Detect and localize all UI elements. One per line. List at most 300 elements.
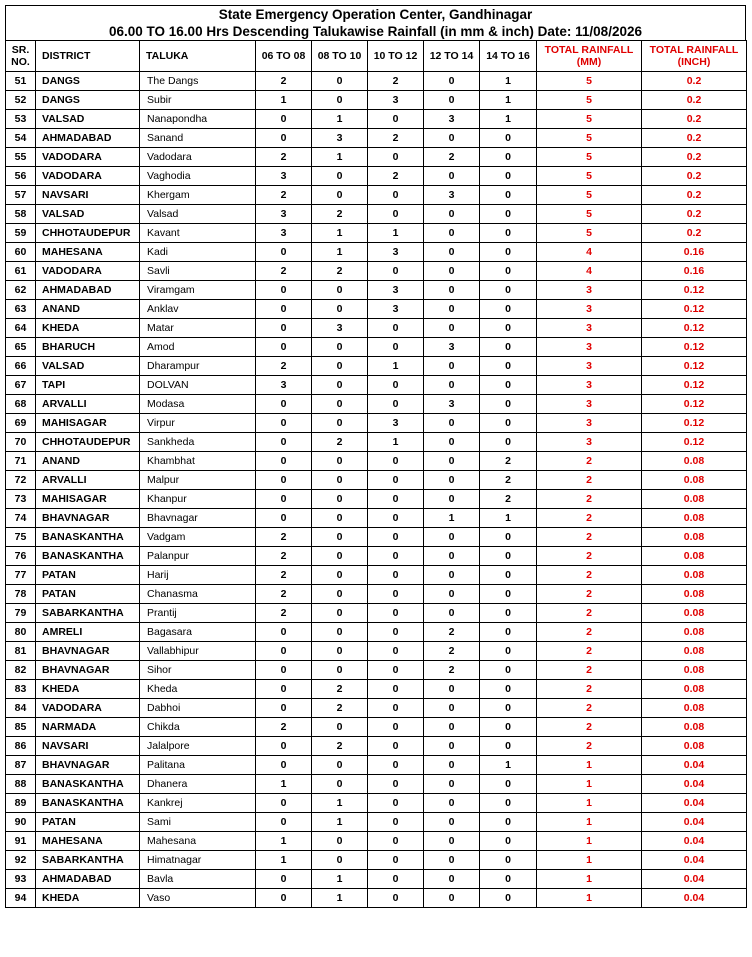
taluka-cell: Matar <box>140 319 256 338</box>
sr-no-cell: 88 <box>6 775 36 794</box>
rain-06-08-cell: 0 <box>256 452 312 471</box>
total-inch-cell: 0.2 <box>642 205 747 224</box>
taluka-cell: Vaghodia <box>140 167 256 186</box>
sr-no-cell: 86 <box>6 737 36 756</box>
district-cell: MAHISAGAR <box>36 414 140 433</box>
rain-10-12-cell: 2 <box>368 129 424 148</box>
rain-06-08-cell: 2 <box>256 357 312 376</box>
rain-12-14-cell: 0 <box>424 357 480 376</box>
total-mm-cell: 3 <box>537 433 642 452</box>
rain-12-14-cell: 3 <box>424 110 480 129</box>
rain-08-10-cell: 1 <box>312 870 368 889</box>
rain-08-10-cell: 0 <box>312 642 368 661</box>
rain-08-10-cell: 1 <box>312 224 368 243</box>
taluka-cell: Sihor <box>140 661 256 680</box>
rain-06-08-cell: 2 <box>256 528 312 547</box>
rain-12-14-cell: 0 <box>424 851 480 870</box>
rain-08-10-cell: 2 <box>312 433 368 452</box>
sr-no-cell: 74 <box>6 509 36 528</box>
rain-10-12-cell: 0 <box>368 851 424 870</box>
table-row <box>6 832 747 851</box>
taluka-cell: Sankheda <box>140 433 256 452</box>
rain-06-08-cell: 3 <box>256 167 312 186</box>
district-cell: NAVSARI <box>36 186 140 205</box>
district-cell: BHARUCH <box>36 338 140 357</box>
rain-12-14-cell: 0 <box>424 794 480 813</box>
rain-14-16-cell: 2 <box>480 490 537 509</box>
total-mm-cell: 2 <box>537 604 642 623</box>
rain-08-10-cell: 0 <box>312 851 368 870</box>
district-cell: NAVSARI <box>36 737 140 756</box>
total-inch-cell: 0.08 <box>642 452 747 471</box>
rain-10-12-cell: 0 <box>368 889 424 908</box>
rain-10-12-cell: 0 <box>368 319 424 338</box>
table-row <box>6 604 747 623</box>
rain-14-16-cell: 1 <box>480 110 537 129</box>
table-row <box>6 889 747 908</box>
rain-08-10-cell: 2 <box>312 262 368 281</box>
sr-no-cell: 52 <box>6 91 36 110</box>
district-cell: CHHOTAUDEPUR <box>36 433 140 452</box>
rain-06-08-cell: 1 <box>256 91 312 110</box>
rain-14-16-cell: 0 <box>480 775 537 794</box>
sr-no-cell: 87 <box>6 756 36 775</box>
total-inch-cell: 0.08 <box>642 623 747 642</box>
table-row <box>6 338 747 357</box>
total-inch-cell: 0.08 <box>642 490 747 509</box>
rain-12-14-cell: 0 <box>424 167 480 186</box>
rain-06-08-cell: 0 <box>256 338 312 357</box>
sr-no-cell: 70 <box>6 433 36 452</box>
table-row <box>6 585 747 604</box>
rain-08-10-cell: 0 <box>312 623 368 642</box>
table-row <box>6 528 747 547</box>
sr-no-cell: 72 <box>6 471 36 490</box>
district-cell: VALSAD <box>36 205 140 224</box>
sr-no-cell: 69 <box>6 414 36 433</box>
rain-10-12-cell: 0 <box>368 566 424 585</box>
table-row <box>6 376 747 395</box>
taluka-cell: Jalalpore <box>140 737 256 756</box>
rain-10-12-cell: 0 <box>368 110 424 129</box>
rain-12-14-cell: 2 <box>424 623 480 642</box>
total-mm-cell: 3 <box>537 281 642 300</box>
rain-06-08-cell: 0 <box>256 433 312 452</box>
rain-14-16-cell: 2 <box>480 471 537 490</box>
sr-no-cell: 65 <box>6 338 36 357</box>
rain-14-16-cell: 0 <box>480 604 537 623</box>
rain-06-08-cell: 0 <box>256 813 312 832</box>
rain-10-12-cell: 0 <box>368 794 424 813</box>
header-row <box>6 41 747 72</box>
rain-14-16-cell: 1 <box>480 756 537 775</box>
rain-14-16-cell: 0 <box>480 167 537 186</box>
rain-10-12-cell: 0 <box>368 718 424 737</box>
rain-10-12-cell: 3 <box>368 243 424 262</box>
total-inch-cell: 0.08 <box>642 585 747 604</box>
rain-10-12-cell: 0 <box>368 775 424 794</box>
table-row <box>6 243 747 262</box>
rain-12-14-cell: 0 <box>424 775 480 794</box>
taluka-cell: The Dangs <box>140 72 256 91</box>
rain-10-12-cell: 1 <box>368 224 424 243</box>
rain-14-16-cell: 0 <box>480 338 537 357</box>
taluka-cell: Vadodara <box>140 148 256 167</box>
rain-12-14-cell: 0 <box>424 680 480 699</box>
district-cell: ANAND <box>36 452 140 471</box>
rain-06-08-cell: 2 <box>256 262 312 281</box>
header-14-to-16: 14 TO 16 <box>480 41 537 72</box>
rain-12-14-cell: 0 <box>424 414 480 433</box>
taluka-cell: Vallabhipur <box>140 642 256 661</box>
total-inch-cell: 0.12 <box>642 433 747 452</box>
total-inch-cell: 0.08 <box>642 604 747 623</box>
rain-06-08-cell: 0 <box>256 509 312 528</box>
rain-06-08-cell: 2 <box>256 547 312 566</box>
district-cell: PATAN <box>36 813 140 832</box>
rain-12-14-cell: 0 <box>424 604 480 623</box>
rain-12-14-cell: 0 <box>424 471 480 490</box>
rain-08-10-cell: 0 <box>312 490 368 509</box>
rain-12-14-cell: 0 <box>424 224 480 243</box>
rain-12-14-cell: 3 <box>424 338 480 357</box>
rain-06-08-cell: 2 <box>256 148 312 167</box>
sr-no-cell: 53 <box>6 110 36 129</box>
taluka-cell: Nanapondha <box>140 110 256 129</box>
rain-08-10-cell: 0 <box>312 471 368 490</box>
rain-08-10-cell: 0 <box>312 186 368 205</box>
header-taluka: TALUKA <box>140 41 256 72</box>
district-cell: MAHISAGAR <box>36 490 140 509</box>
total-inch-cell: 0.04 <box>642 813 747 832</box>
district-cell: BANASKANTHA <box>36 528 140 547</box>
total-mm-cell: 1 <box>537 832 642 851</box>
district-cell: AHMADABAD <box>36 129 140 148</box>
rain-08-10-cell: 0 <box>312 91 368 110</box>
rain-12-14-cell: 0 <box>424 585 480 604</box>
total-mm-cell: 5 <box>537 110 642 129</box>
taluka-cell: Khergam <box>140 186 256 205</box>
total-mm-cell: 5 <box>537 91 642 110</box>
total-inch-cell: 0.2 <box>642 224 747 243</box>
total-inch-cell: 0.08 <box>642 680 747 699</box>
total-inch-cell: 0.12 <box>642 338 747 357</box>
sr-no-cell: 61 <box>6 262 36 281</box>
rain-08-10-cell: 2 <box>312 205 368 224</box>
total-mm-cell: 3 <box>537 414 642 433</box>
rain-12-14-cell: 0 <box>424 205 480 224</box>
rain-14-16-cell: 0 <box>480 148 537 167</box>
table-row <box>6 680 747 699</box>
rain-14-16-cell: 0 <box>480 813 537 832</box>
rain-10-12-cell: 0 <box>368 528 424 547</box>
sr-no-cell: 79 <box>6 604 36 623</box>
rain-10-12-cell: 0 <box>368 699 424 718</box>
rain-14-16-cell: 0 <box>480 699 537 718</box>
table-row <box>6 490 747 509</box>
rain-14-16-cell: 1 <box>480 72 537 91</box>
rain-10-12-cell: 0 <box>368 376 424 395</box>
rain-06-08-cell: 2 <box>256 585 312 604</box>
table-row <box>6 718 747 737</box>
total-inch-cell: 0.2 <box>642 167 747 186</box>
rain-06-08-cell: 1 <box>256 832 312 851</box>
rain-06-08-cell: 0 <box>256 414 312 433</box>
total-mm-cell: 4 <box>537 262 642 281</box>
total-mm-cell: 5 <box>537 224 642 243</box>
sr-no-cell: 55 <box>6 148 36 167</box>
table-row <box>6 661 747 680</box>
rain-08-10-cell: 0 <box>312 72 368 91</box>
rain-10-12-cell: 0 <box>368 262 424 281</box>
rain-10-12-cell: 0 <box>368 490 424 509</box>
rain-12-14-cell: 0 <box>424 452 480 471</box>
total-mm-cell: 2 <box>537 623 642 642</box>
taluka-cell: Chanasma <box>140 585 256 604</box>
sr-no-cell: 85 <box>6 718 36 737</box>
rain-08-10-cell: 0 <box>312 357 368 376</box>
total-inch-cell: 0.12 <box>642 319 747 338</box>
rain-12-14-cell: 0 <box>424 433 480 452</box>
rain-06-08-cell: 1 <box>256 775 312 794</box>
table-row <box>6 623 747 642</box>
rain-10-12-cell: 0 <box>368 547 424 566</box>
rain-10-12-cell: 0 <box>368 642 424 661</box>
district-cell: ARVALLI <box>36 471 140 490</box>
rain-12-14-cell: 0 <box>424 813 480 832</box>
rain-12-14-cell: 0 <box>424 737 480 756</box>
total-inch-cell: 0.04 <box>642 851 747 870</box>
total-inch-cell: 0.2 <box>642 72 747 91</box>
rain-12-14-cell: 3 <box>424 186 480 205</box>
table-body <box>6 72 747 908</box>
rain-14-16-cell: 0 <box>480 433 537 452</box>
taluka-cell: Kavant <box>140 224 256 243</box>
taluka-cell: Virpur <box>140 414 256 433</box>
taluka-cell: Malpur <box>140 471 256 490</box>
rain-06-08-cell: 0 <box>256 319 312 338</box>
table-row <box>6 775 747 794</box>
rain-12-14-cell: 0 <box>424 490 480 509</box>
rain-08-10-cell: 0 <box>312 281 368 300</box>
total-inch-cell: 0.08 <box>642 699 747 718</box>
total-mm-cell: 2 <box>537 490 642 509</box>
taluka-cell: Palanpur <box>140 547 256 566</box>
table-row <box>6 851 747 870</box>
rain-08-10-cell: 0 <box>312 452 368 471</box>
sr-no-cell: 67 <box>6 376 36 395</box>
rain-08-10-cell: 0 <box>312 376 368 395</box>
table-row <box>6 129 747 148</box>
district-cell: SABARKANTHA <box>36 604 140 623</box>
total-mm-cell: 3 <box>537 338 642 357</box>
total-mm-cell: 1 <box>537 889 642 908</box>
sr-no-cell: 77 <box>6 566 36 585</box>
taluka-cell: Sanand <box>140 129 256 148</box>
sr-no-cell: 75 <box>6 528 36 547</box>
rain-06-08-cell: 3 <box>256 224 312 243</box>
rain-08-10-cell: 0 <box>312 585 368 604</box>
header-12-to-14: 12 TO 14 <box>424 41 480 72</box>
rain-06-08-cell: 0 <box>256 680 312 699</box>
rain-14-16-cell: 0 <box>480 205 537 224</box>
sr-no-cell: 51 <box>6 72 36 91</box>
rain-10-12-cell: 0 <box>368 509 424 528</box>
table-row <box>6 452 747 471</box>
rain-10-12-cell: 2 <box>368 167 424 186</box>
rain-14-16-cell: 0 <box>480 528 537 547</box>
header-sr-no: SR. NO. <box>6 41 36 72</box>
rain-12-14-cell: 0 <box>424 319 480 338</box>
taluka-cell: Kadi <box>140 243 256 262</box>
sr-no-cell: 90 <box>6 813 36 832</box>
rain-14-16-cell: 0 <box>480 224 537 243</box>
table-row <box>6 186 747 205</box>
total-mm-cell: 3 <box>537 357 642 376</box>
taluka-cell: Sami <box>140 813 256 832</box>
rain-06-08-cell: 2 <box>256 718 312 737</box>
table-row <box>6 471 747 490</box>
rain-10-12-cell: 0 <box>368 623 424 642</box>
table-row <box>6 91 747 110</box>
taluka-cell: Khambhat <box>140 452 256 471</box>
table-row <box>6 110 747 129</box>
rain-14-16-cell: 0 <box>480 851 537 870</box>
total-inch-cell: 0.08 <box>642 528 747 547</box>
district-cell: AHMADABAD <box>36 281 140 300</box>
district-cell: KHEDA <box>36 680 140 699</box>
sr-no-cell: 82 <box>6 661 36 680</box>
rain-12-14-cell: 0 <box>424 72 480 91</box>
district-cell: KHEDA <box>36 319 140 338</box>
rain-14-16-cell: 0 <box>480 414 537 433</box>
total-mm-cell: 2 <box>537 680 642 699</box>
rain-08-10-cell: 1 <box>312 794 368 813</box>
rain-06-08-cell: 2 <box>256 566 312 585</box>
rain-14-16-cell: 0 <box>480 319 537 338</box>
rain-14-16-cell: 0 <box>480 243 537 262</box>
district-cell: PATAN <box>36 585 140 604</box>
rain-14-16-cell: 0 <box>480 186 537 205</box>
taluka-cell: Palitana <box>140 756 256 775</box>
rain-08-10-cell: 0 <box>312 509 368 528</box>
rain-10-12-cell: 0 <box>368 186 424 205</box>
table-row <box>6 205 747 224</box>
total-inch-cell: 0.16 <box>642 243 747 262</box>
taluka-cell: Modasa <box>140 395 256 414</box>
total-mm-cell: 2 <box>537 585 642 604</box>
rain-12-14-cell: 0 <box>424 243 480 262</box>
rain-06-08-cell: 0 <box>256 110 312 129</box>
rain-12-14-cell: 2 <box>424 642 480 661</box>
district-cell: PATAN <box>36 566 140 585</box>
rain-10-12-cell: 0 <box>368 813 424 832</box>
taluka-cell: Harij <box>140 566 256 585</box>
taluka-cell: Himatnagar <box>140 851 256 870</box>
rain-08-10-cell: 0 <box>312 547 368 566</box>
total-mm-cell: 1 <box>537 870 642 889</box>
sr-no-cell: 66 <box>6 357 36 376</box>
taluka-cell: Subir <box>140 91 256 110</box>
rain-06-08-cell: 0 <box>256 490 312 509</box>
rain-14-16-cell: 0 <box>480 585 537 604</box>
rain-10-12-cell: 0 <box>368 338 424 357</box>
rain-14-16-cell: 0 <box>480 357 537 376</box>
table-row <box>6 566 747 585</box>
taluka-cell: Kheda <box>140 680 256 699</box>
table-row <box>6 300 747 319</box>
total-inch-cell: 0.08 <box>642 642 747 661</box>
rain-08-10-cell: 0 <box>312 832 368 851</box>
rain-14-16-cell: 0 <box>480 300 537 319</box>
district-cell: BHAVNAGAR <box>36 756 140 775</box>
rain-06-08-cell: 0 <box>256 661 312 680</box>
rain-10-12-cell: 0 <box>368 452 424 471</box>
district-cell: VADODARA <box>36 148 140 167</box>
rain-06-08-cell: 0 <box>256 281 312 300</box>
taluka-cell: Anklav <box>140 300 256 319</box>
rain-06-08-cell: 0 <box>256 300 312 319</box>
table-row <box>6 870 747 889</box>
total-mm-cell: 1 <box>537 756 642 775</box>
district-cell: KHEDA <box>36 889 140 908</box>
sr-no-cell: 81 <box>6 642 36 661</box>
total-mm-cell: 2 <box>537 718 642 737</box>
taluka-cell: Mahesana <box>140 832 256 851</box>
taluka-cell: Savli <box>140 262 256 281</box>
rain-06-08-cell: 0 <box>256 699 312 718</box>
taluka-cell: Chikda <box>140 718 256 737</box>
rain-08-10-cell: 1 <box>312 148 368 167</box>
total-inch-cell: 0.08 <box>642 547 747 566</box>
taluka-cell: Dabhoi <box>140 699 256 718</box>
district-cell: DANGS <box>36 91 140 110</box>
total-mm-cell: 2 <box>537 547 642 566</box>
total-inch-cell: 0.08 <box>642 661 747 680</box>
rain-06-08-cell: 3 <box>256 205 312 224</box>
rain-08-10-cell: 0 <box>312 718 368 737</box>
header-10-to-12: 10 TO 12 <box>368 41 424 72</box>
rain-08-10-cell: 0 <box>312 566 368 585</box>
sr-no-cell: 54 <box>6 129 36 148</box>
rain-14-16-cell: 0 <box>480 794 537 813</box>
total-mm-cell: 2 <box>537 452 642 471</box>
rain-12-14-cell: 0 <box>424 376 480 395</box>
taluka-cell: Vaso <box>140 889 256 908</box>
rain-08-10-cell: 0 <box>312 338 368 357</box>
rain-06-08-cell: 0 <box>256 129 312 148</box>
table-row <box>6 414 747 433</box>
table-row <box>6 167 747 186</box>
total-inch-cell: 0.04 <box>642 756 747 775</box>
table-row <box>6 756 747 775</box>
rain-14-16-cell: 0 <box>480 547 537 566</box>
total-mm-cell: 2 <box>537 642 642 661</box>
rain-06-08-cell: 0 <box>256 471 312 490</box>
total-inch-cell: 0.04 <box>642 889 747 908</box>
rain-10-12-cell: 1 <box>368 433 424 452</box>
taluka-cell: Prantij <box>140 604 256 623</box>
total-inch-cell: 0.04 <box>642 832 747 851</box>
rainfall-report <box>5 5 746 908</box>
rain-14-16-cell: 0 <box>480 661 537 680</box>
total-inch-cell: 0.08 <box>642 471 747 490</box>
rain-12-14-cell: 0 <box>424 718 480 737</box>
total-mm-cell: 3 <box>537 300 642 319</box>
table-row <box>6 262 747 281</box>
rain-14-16-cell: 0 <box>480 623 537 642</box>
rain-06-08-cell: 0 <box>256 395 312 414</box>
